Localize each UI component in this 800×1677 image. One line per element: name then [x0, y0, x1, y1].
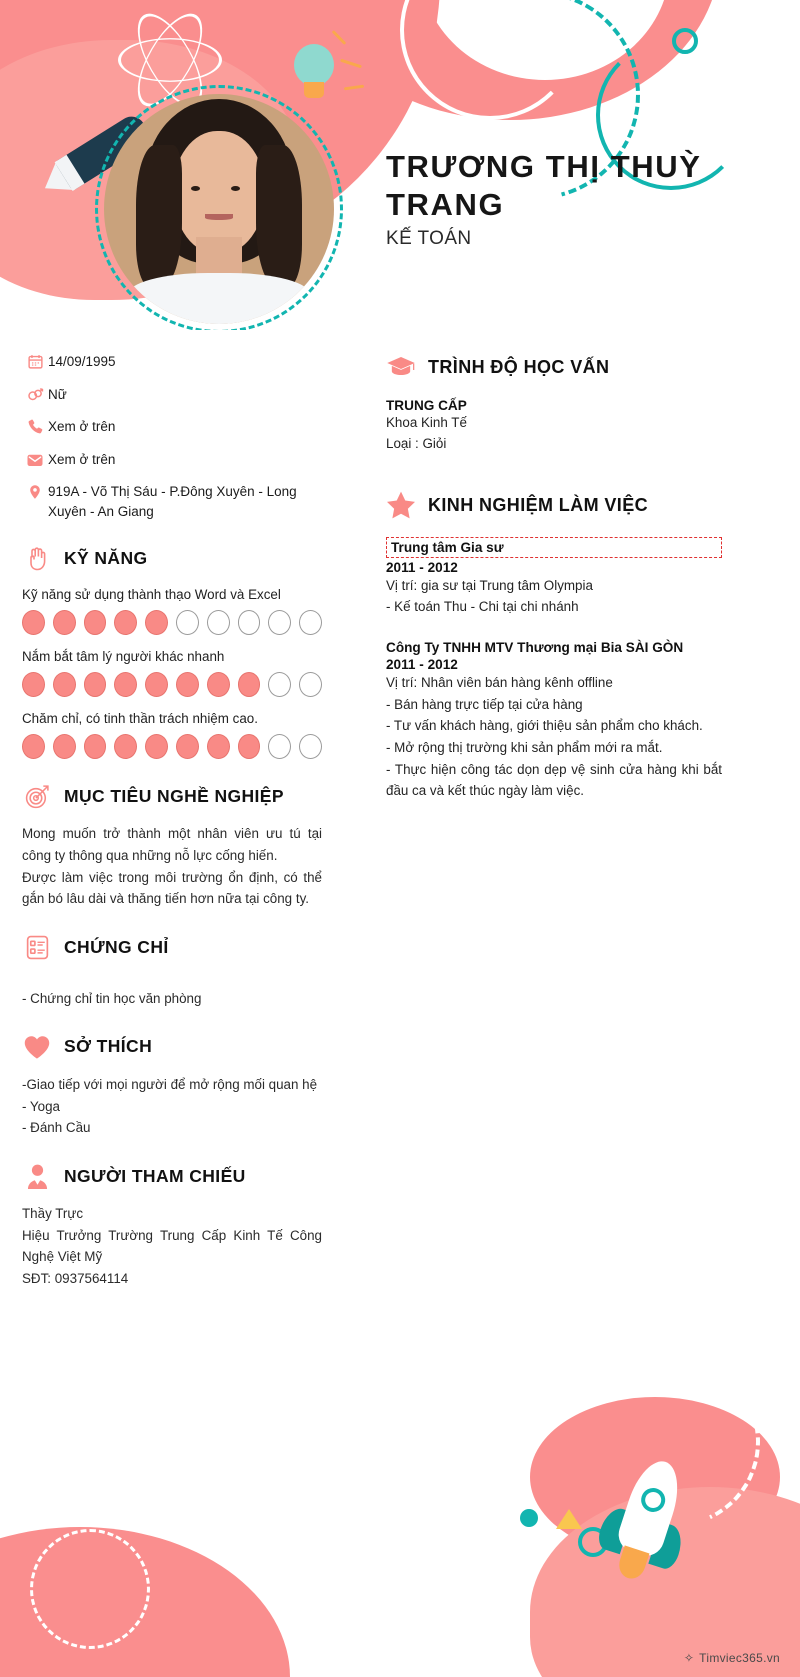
hand-icon [22, 543, 52, 573]
contact-item-birthday [22, 352, 322, 372]
section-education-title: TRÌNH ĐỘ HỌC VẤN [428, 356, 610, 377]
gender-icon [22, 385, 48, 404]
left-column [22, 352, 322, 1290]
decor-ring-dashed-white [30, 1529, 150, 1649]
section-objective-title: MỤC TIÊU NGHỀ NGHIỆP [64, 785, 284, 806]
section-certificates-title: CHỨNG CHỈ [64, 936, 169, 957]
education-degree: TRUNG CẤP [386, 398, 467, 413]
skill-item [22, 587, 322, 635]
certificate-item: - Chứng chỉ tin học văn phòng [22, 991, 202, 1007]
reference-phone: SĐT: 0937564114 [22, 1271, 129, 1287]
phone-icon [22, 417, 48, 435]
skill-item [22, 711, 322, 759]
skill-item [22, 649, 322, 697]
section-references-header [22, 1161, 322, 1191]
hobby-item: - Đánh Cầu [22, 1120, 91, 1136]
star-icon [386, 491, 416, 521]
skill-rating [22, 610, 322, 635]
phone-value: Xem ở trên [48, 419, 116, 435]
target-icon [22, 781, 52, 811]
page-title: TRƯƠNG THỊ THUỲ TRANG [386, 149, 702, 222]
avatar-photo [104, 94, 334, 324]
section-references-title: NGƯỜI THAM CHIẾU [64, 1165, 246, 1186]
reference-position: Hiệu Trưởng Trường Trung Cấp Kinh Tế Công Nghệ Việt Mỹ [22, 1227, 322, 1265]
section-hobbies-title: SỞ THÍCH [64, 1036, 153, 1057]
experience-entry [386, 640, 722, 802]
experience-line: - Kế toán Thu - Chi tại chi nhánh [386, 599, 579, 615]
section-experience-title: KINH NGHIỆM LÀM VIỆC [428, 495, 649, 516]
objective-paragraph: Mong muốn trở thành một nhân viên ưu tú tại công ty thông qua những nỗ lực cống hiến. [22, 826, 322, 864]
section-objective-header [22, 781, 322, 811]
decor-triangle-yellow [556, 1509, 582, 1529]
bottom-decoration [0, 1347, 800, 1677]
education-grade: Loại : Giỏi [386, 435, 447, 451]
avatar [95, 85, 343, 330]
name-block [386, 148, 776, 250]
heart-icon [22, 1032, 52, 1062]
section-skills-title: KỸ NĂNG [64, 547, 148, 568]
location-icon [22, 482, 48, 501]
section-education-header [386, 352, 722, 382]
hobby-item: -Giao tiếp với mọi người để mở rộng mối quan hệ [22, 1076, 318, 1092]
calendar-icon [22, 352, 48, 370]
footer-brand [684, 1651, 780, 1665]
contact-list [22, 352, 322, 521]
skill-rating [22, 734, 322, 759]
section-experience-header [386, 491, 722, 521]
email-icon [22, 450, 48, 469]
experience-date: 2011 - 2012 [386, 656, 458, 672]
experience-company-selected[interactable]: Trung tâm Gia sư [386, 537, 722, 558]
hobby-item: - Yoga [22, 1098, 60, 1114]
birthday-value: 14/09/1995 [48, 354, 116, 369]
contact-item-email [22, 450, 322, 470]
contact-item-address [22, 482, 322, 521]
email-value: Xem ở trên [48, 451, 116, 467]
address-value: 919A - Võ Thị Sáu - P.Đông Xuyên - Long Xuyên - An Giang [48, 484, 297, 519]
experience-line: Vị trí: gia sư tại Trung tâm Olympia [386, 577, 593, 593]
experience-line: - Tư vấn khách hàng, giới thiệu sản phẩm cho khách. [386, 718, 703, 734]
education-faculty: Khoa Kinh Tế [386, 415, 467, 430]
experience-date: 2011 - 2012 [386, 559, 458, 575]
section-certificates-header [22, 932, 322, 962]
experience-line: - Thực hiện công tác dọn dẹp vệ sinh cửa hàng khi bắt đầu ca và kết thúc ngày làm việc. [386, 761, 722, 799]
skill-label: Kỹ năng sử dụng thành thạo Word và Excel [22, 587, 281, 603]
person-icon [22, 1161, 52, 1191]
checklist-icon [22, 932, 52, 962]
objective-paragraph: Được làm việc trong môi trường ổn định, có thể gắn bó lâu dài và thăng tiến hơn nữa tại công ty. [22, 869, 322, 907]
section-hobbies-header [22, 1032, 322, 1062]
skill-label: Chăm chỉ, có tinh thần trách nhiệm cao. [22, 711, 258, 727]
reference-name: Thầy Trực [22, 1206, 84, 1221]
sparkle-icon: ✧ [683, 1651, 695, 1665]
experience-line: - Mở rộng thị trường khi sản phẩm mới ra mắt. [386, 740, 663, 756]
graduation-cap-icon [386, 352, 416, 382]
education-entry [386, 398, 722, 455]
experience-line: Vị trí: Nhân viên bán hàng kênh offline [386, 674, 613, 690]
skill-label: Nắm bắt tâm lý người khác nhanh [22, 649, 225, 665]
contact-item-gender [22, 385, 322, 405]
skill-rating [22, 672, 322, 697]
contact-item-phone [22, 417, 322, 437]
job-role: KẾ TOÁN [386, 227, 472, 249]
section-skills-header [22, 543, 322, 573]
right-column [386, 352, 722, 824]
experience-company[interactable]: Công Ty TNHH MTV Thương mại Bia SÀI GÒN [386, 639, 684, 655]
decor-dot-teal [520, 1509, 538, 1527]
experience-entry [386, 537, 722, 618]
experience-line: - Bán hàng trực tiếp tại cửa hàng [386, 696, 583, 712]
footer-brand-text: Timviec365.vn [699, 1651, 780, 1665]
gender-value: Nữ [48, 386, 67, 402]
